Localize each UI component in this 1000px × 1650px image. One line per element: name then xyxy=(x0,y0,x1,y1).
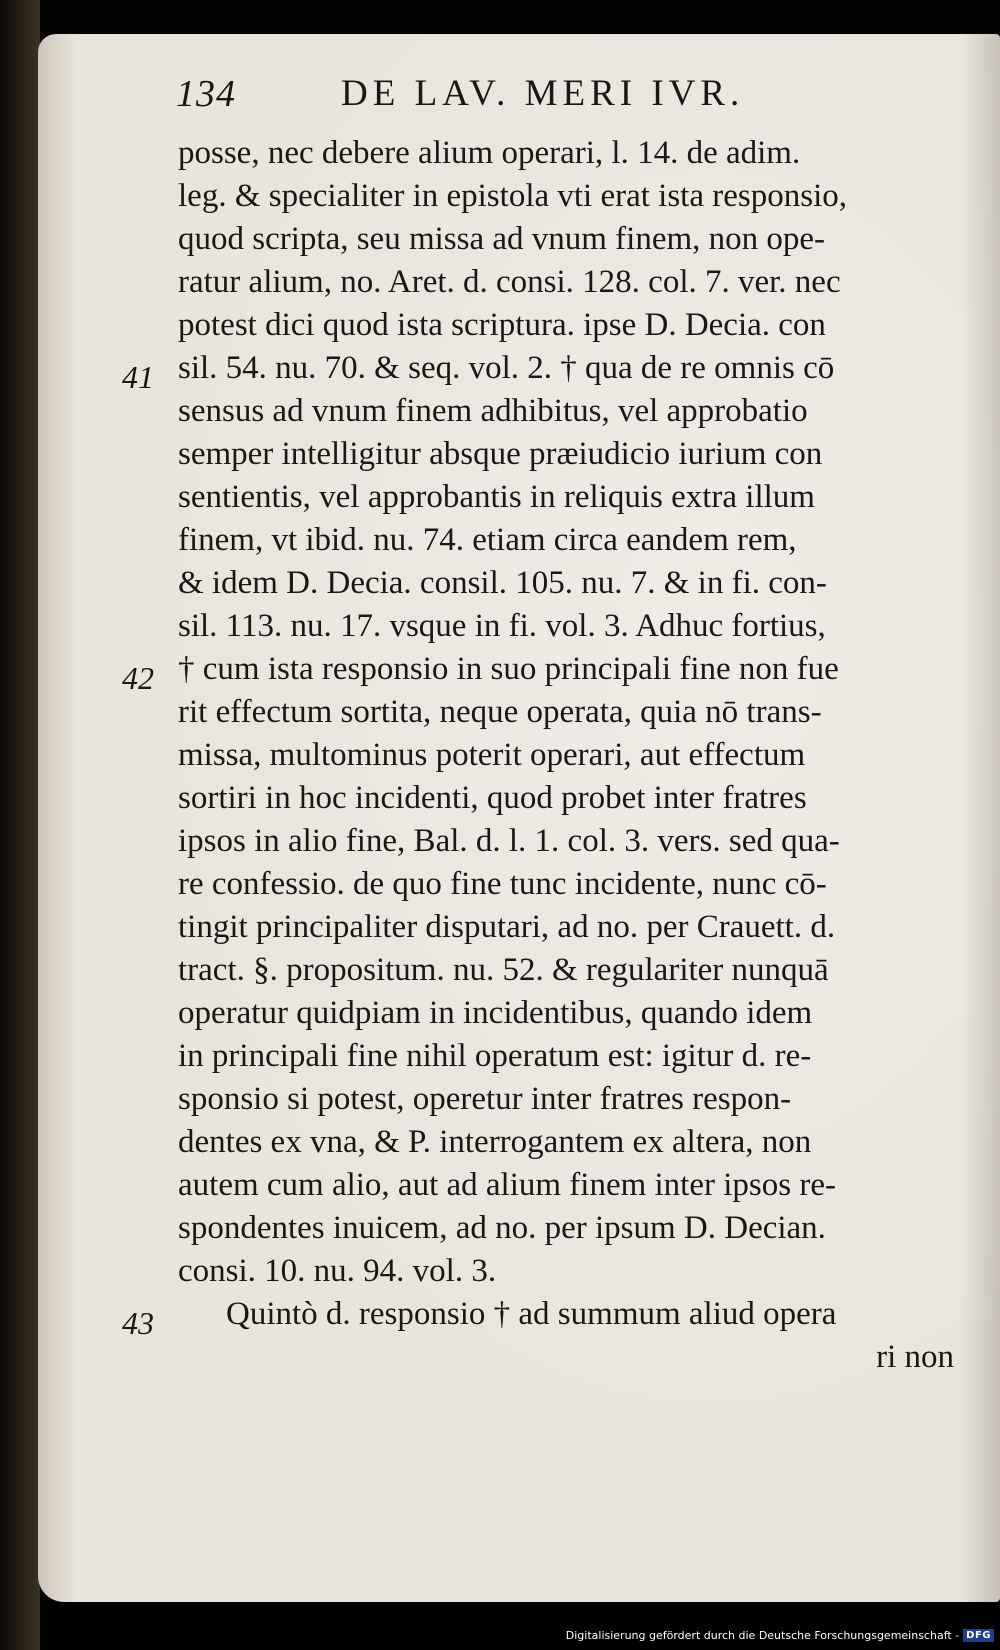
text-line: sponsio si potest, operetur inter fratres respon- xyxy=(178,1081,792,1117)
running-head xyxy=(176,72,936,116)
text-line: tingit principaliter disputari, ad no. per Crauett. d. xyxy=(178,909,836,945)
margin-number: 43 xyxy=(122,1305,154,1341)
text-line: quod scripta, seu missa ad vnum finem, non ope- xyxy=(178,221,826,257)
text-line: rit effectum sortita, neque operata, quia nō trans- xyxy=(178,694,822,730)
text-line: sil. 113. nu. 17. vsque in fi. vol. 3. Adhuc fortius, xyxy=(178,608,826,644)
text-line: semper intelligitur absque præiudicio iurium con xyxy=(178,436,823,472)
text-line: operatur quidpiam in incidentibus, quando idem xyxy=(178,995,813,1031)
page-number: 134 xyxy=(176,73,236,115)
running-title: DE LAV. MERI IVR. xyxy=(341,73,745,114)
text-line: spondentes inuicem, ad no. per ipsum D. Decian. xyxy=(178,1210,826,1246)
scan-background-top xyxy=(0,0,1000,36)
digitization-credit xyxy=(566,1624,994,1646)
text-line: posse, nec debere alium operari, l. 14. de adim. xyxy=(178,135,801,171)
text-line: dentes ex vna, & P. interrogantem ex altera, non xyxy=(178,1124,812,1160)
text-line: Quintò d. responsio † ad summum aliud opera xyxy=(226,1296,837,1332)
text-line: leg. & specialiter in epistola vti erat ista responsio, xyxy=(178,178,847,214)
text-line: autem cum alio, aut ad alium finem inter ipsos re- xyxy=(178,1167,836,1203)
text-line: ratur alium, no. Aret. d. consi. 128. col. 7. ver. nec xyxy=(178,264,841,300)
margin-number: 41 xyxy=(122,359,154,395)
text-line: re confessio. de quo fine tunc incidente, nunc cō- xyxy=(178,866,827,902)
text-line: consi. 10. nu. 94. vol. 3. xyxy=(178,1253,497,1289)
credit-text: Digitalisierung gefördert durch die Deutsche Forschungsgemeinschaft - xyxy=(565,1628,960,1642)
scan-background-left xyxy=(0,0,40,1650)
text-line: sortiri in hoc incidenti, quod probet inter fratres xyxy=(178,780,807,816)
text-line: † cum ista responsio in suo principali fine non fue xyxy=(178,651,839,687)
dfg-logo: DFG xyxy=(963,1629,994,1642)
text-line: in principali fine nihil operatum est: igitur d. re- xyxy=(178,1038,812,1074)
text-line: finem, vt ibid. nu. 74. etiam circa eandem rem, xyxy=(178,522,797,558)
text-line: ipsos in alio fine, Bal. d. l. 1. col. 3. vers. sed qua- xyxy=(178,823,840,859)
text-line: sensus ad vnum finem adhibitus, vel approbatio xyxy=(178,393,808,429)
body-text xyxy=(178,132,978,1379)
text-line: potest dici quod ista scriptura. ipse D. Decia. con xyxy=(178,307,826,343)
text-line: sil. 54. nu. 70. & seq. vol. 2. † qua de re omnis cō xyxy=(178,350,835,386)
text-line: tract. §. propositum. nu. 52. & regulariter nunquā xyxy=(178,952,829,988)
text-line: & idem D. Decia. consil. 105. nu. 7. & in fi. con- xyxy=(178,565,827,601)
margin-number: 42 xyxy=(122,660,154,696)
text-line: missa, multominus poterit operari, aut effectum xyxy=(178,737,806,773)
text-line: sentientis, vel approbantis in reliquis extra illum xyxy=(178,479,815,515)
catchword-line: ri non xyxy=(876,1339,954,1375)
